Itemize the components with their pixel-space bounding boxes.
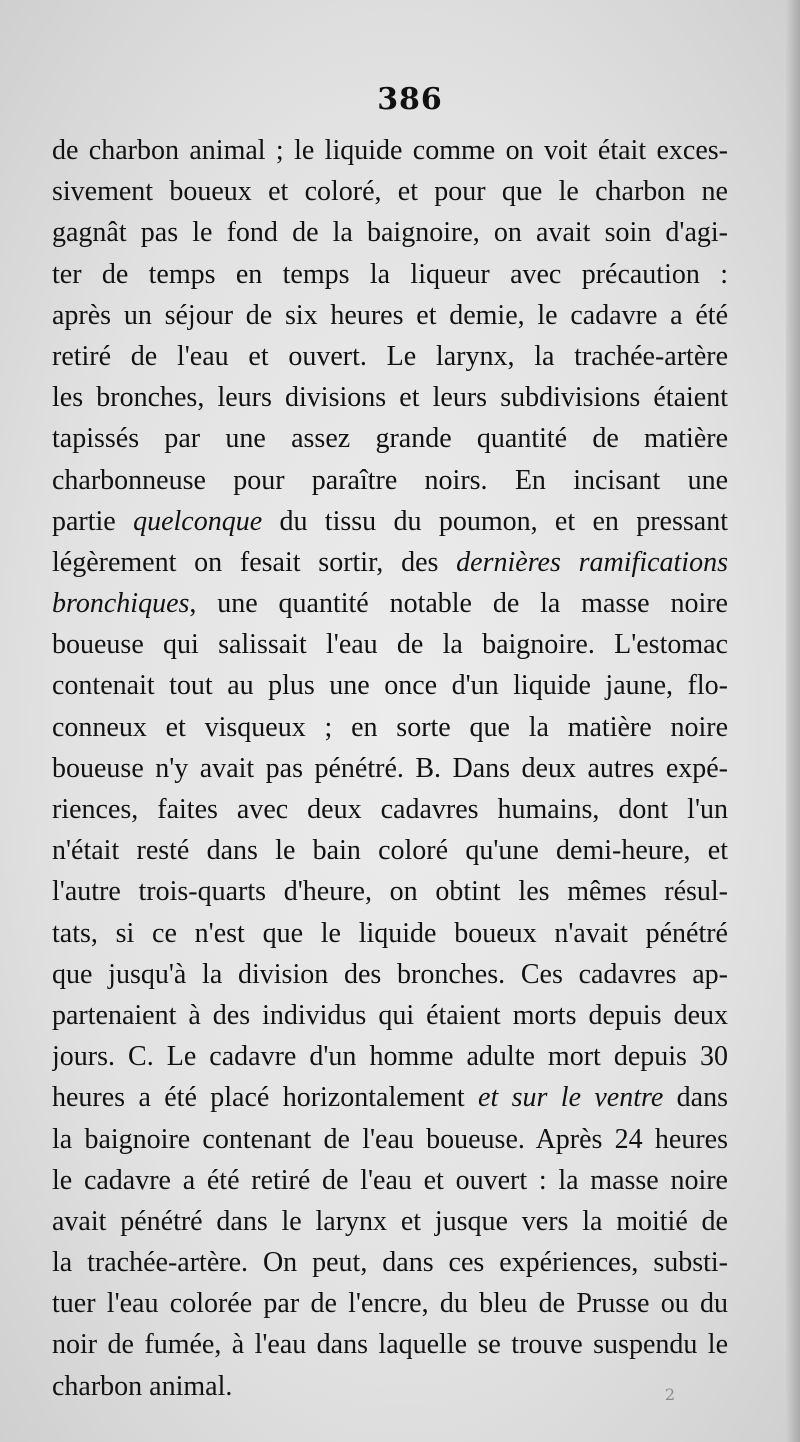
text-segment: que jusqu'à la division des bronches. Ces cadavres ap- <box>52 958 728 990</box>
text-segment: riences, faites avec deux cadavres humains, dont l'un <box>52 794 728 825</box>
text-segment: sivement boueux et coloré, et pour que le charbon ne <box>52 176 728 208</box>
text-segment: heures a été placé horizontalement <box>52 1082 479 1114</box>
text-line <box>52 1077 728 1118</box>
text-segment: noir de fumée, à l'eau dans laquelle se trouve suspendu le <box>52 1329 728 1361</box>
text-line <box>52 130 728 171</box>
text-segment: boueuse qui salissait l'eau de la baignoire. L'estomac <box>52 629 728 661</box>
text-segment: , une quantité notable de la masse noire <box>189 588 728 620</box>
text-segment: dans <box>663 1082 728 1114</box>
text-line <box>52 1160 728 1201</box>
page-edge-shadow <box>786 0 800 1442</box>
text-segment: du tissu du poumon, et en pressant <box>262 505 728 537</box>
text-line <box>52 995 728 1036</box>
text-line <box>52 871 728 912</box>
body-text <box>52 130 728 1407</box>
text-segment: l'autre trois-quarts d'heure, on obtint les mêmes résul- <box>52 876 728 908</box>
text-line <box>52 254 728 295</box>
text-line <box>52 1324 728 1365</box>
text-segment: boueuse n'y avait pas pénétré. B. Dans deux autres expé- <box>52 752 728 784</box>
text-line <box>52 748 728 789</box>
text-line <box>52 1242 728 1283</box>
text-segment: la trachée-artère. On peut, dans ces expériences, substi- <box>52 1247 728 1279</box>
text-line <box>52 171 728 212</box>
text-segment: tapissés par une assez grande quantité de matière <box>52 423 728 455</box>
text-line <box>52 1201 728 1242</box>
text-line <box>52 418 728 459</box>
text-segment: de charbon animal ; le liquide comme on voit était exces- <box>52 135 728 166</box>
text-line <box>52 212 728 253</box>
text-line <box>52 830 728 871</box>
text-line <box>52 295 728 336</box>
text-segment: ter de temps en temps la liqueur avec précaution : <box>52 258 728 290</box>
text-line <box>52 377 728 418</box>
text-line <box>52 336 728 377</box>
text-line <box>52 665 728 706</box>
text-line <box>52 954 728 995</box>
text-line <box>52 913 728 954</box>
page-number: 386 <box>377 82 443 117</box>
text-line <box>52 1366 728 1407</box>
text-segment: gagnât pas le fond de la baignoire, on avait soin d'agi- <box>52 217 728 249</box>
text-line <box>52 624 728 665</box>
text-line <box>52 542 728 583</box>
text-segment: la baignoire contenant de l'eau boueuse. Après 24 heures <box>52 1123 728 1155</box>
text-line <box>52 707 728 748</box>
italic-text-segment: quelconque <box>133 505 263 537</box>
text-segment: retiré de l'eau et ouvert. Le larynx, la trachée-artère <box>52 340 728 372</box>
text-segment: tats, si ce n'est que le liquide boueux n'avait pénétré <box>52 917 728 949</box>
text-segment: jours. C. Le cadavre d'un homme adulte mort depuis 30 <box>52 1041 728 1073</box>
text-segment: les bronches, leurs divisions et leurs subdivisions étaient <box>52 382 728 414</box>
text-line <box>52 1036 728 1077</box>
text-line <box>52 460 728 501</box>
text-segment: partenaient à des individus qui étaient morts depuis deux <box>52 999 728 1031</box>
text-segment: avait pénétré dans le larynx et jusque vers la moitié de <box>52 1205 728 1237</box>
text-line <box>52 1283 728 1324</box>
text-segment: contenait tout au plus une once d'un liquide jaune, flo- <box>52 670 728 702</box>
text-segment: charbonneuse pour paraître noirs. En incisant une <box>52 464 728 496</box>
text-line <box>52 789 728 830</box>
text-line <box>52 1119 728 1160</box>
text-segment: partie <box>52 505 134 537</box>
italic-text-segment: bronchiques <box>52 588 190 620</box>
text-segment: conneux et visqueux ; en sorte que la matière noire <box>52 711 728 743</box>
footer-signature-mark: 2 <box>664 1385 675 1404</box>
text-segment: après un séjour de six heures et demie, le cadavre a été <box>52 299 728 331</box>
text-segment: tuer l'eau colorée par de l'encre, du bleu de Prusse ou du <box>52 1288 728 1320</box>
text-segment: n'était resté dans le bain coloré qu'une demi-heure, et <box>52 835 728 867</box>
text-segment: charbon animal. <box>52 1370 233 1402</box>
text-segment: le cadavre a été retiré de l'eau et ouvert : la masse noire <box>52 1164 728 1196</box>
italic-text-segment: dernières ramifications <box>456 546 728 578</box>
italic-text-segment: et sur le ventre <box>478 1082 664 1114</box>
text-segment: légèrement on fesait sortir, des <box>52 546 457 578</box>
text-line <box>52 583 728 624</box>
text-line <box>52 501 728 542</box>
